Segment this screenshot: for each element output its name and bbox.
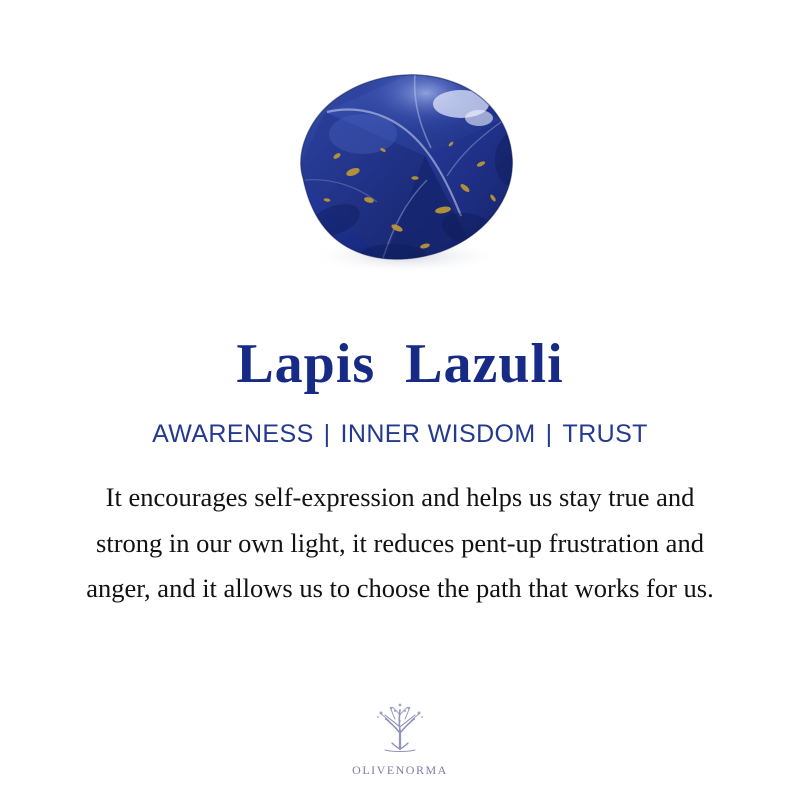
stone-body xyxy=(295,72,527,268)
description-line: anger, and it allows us to choose the path that works for us. xyxy=(86,573,714,604)
brand-wordmark: OLIVENORMA xyxy=(352,763,448,777)
keyword-awareness: AWARENESS xyxy=(152,420,314,448)
keyword-list xyxy=(143,420,657,449)
keyword-trust: TRUST xyxy=(562,420,648,448)
keyword-separator: | xyxy=(545,420,553,448)
description-line: strong in our own light, it reduces pent-up frustration and xyxy=(96,527,704,558)
tree-of-life-icon xyxy=(369,697,431,759)
lapis-lazuli-stone-image xyxy=(265,60,535,280)
description-text xyxy=(40,475,760,612)
brand-logo xyxy=(0,697,800,778)
stone-image-area xyxy=(0,0,800,330)
page-title: Lapis Lazuli xyxy=(236,333,564,395)
description-line: It encourages self-expression and helps us stay true and xyxy=(105,482,695,512)
keyword-inner-wisdom: INNER WISDOM xyxy=(340,420,536,448)
stone-illustration-svg xyxy=(265,60,535,280)
keyword-separator: | xyxy=(323,420,331,448)
